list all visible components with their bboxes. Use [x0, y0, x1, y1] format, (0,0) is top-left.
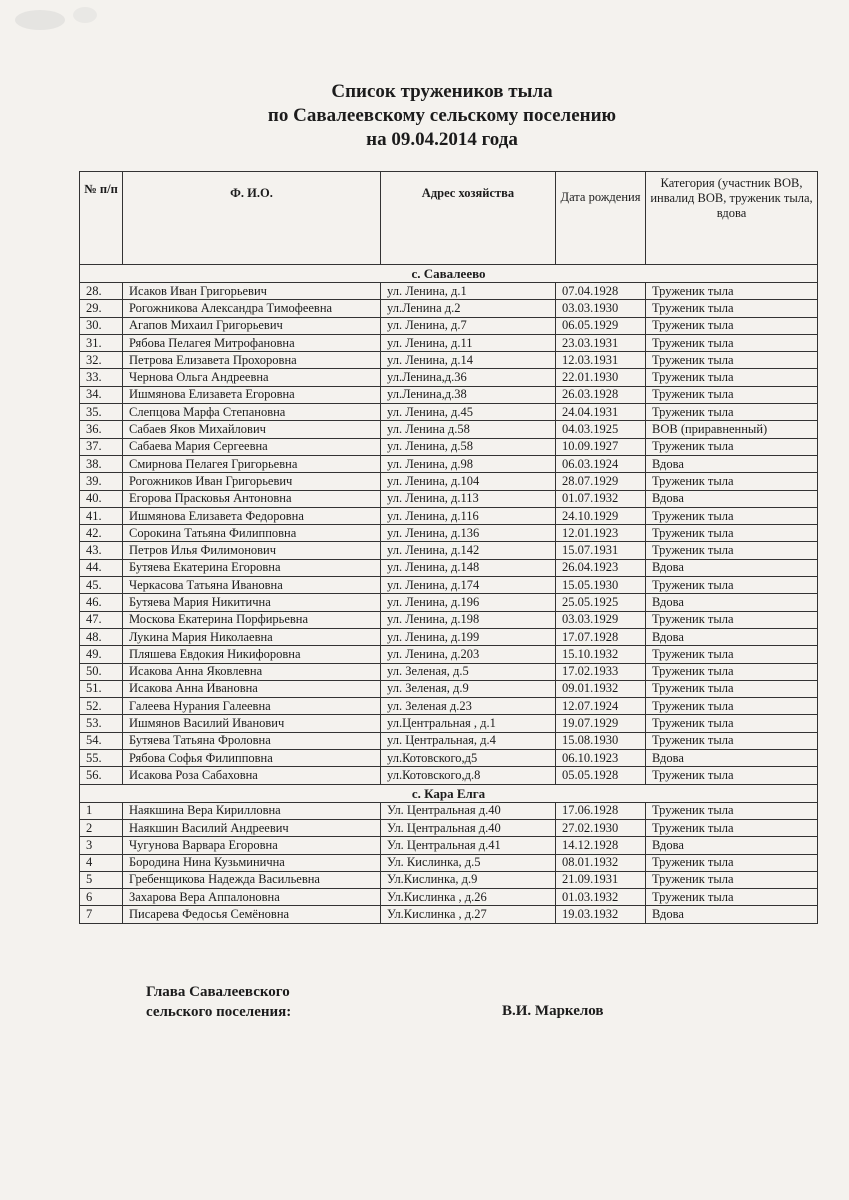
table-row — [80, 559, 818, 576]
cell-address: ул. Ленина, д.198 — [381, 611, 556, 628]
cell-address: Ул. Центральная д.41 — [381, 837, 556, 854]
cell-number: 54. — [80, 732, 123, 749]
cell-address: Ул.Кислинка , д.26 — [381, 889, 556, 906]
cell-category: Вдова — [646, 628, 818, 645]
cell-birth-date: 05.05.1928 — [556, 767, 646, 784]
cell-category: Труженик тыла — [646, 732, 818, 749]
cell-address: ул. Ленина, д.11 — [381, 334, 556, 351]
cell-number: 51. — [80, 680, 123, 697]
cell-full-name: Исакова Роза Сабаховна — [123, 767, 381, 784]
cell-number: 42. — [80, 525, 123, 542]
cell-full-name: Бутяева Татьяна Фроловна — [123, 732, 381, 749]
cell-number: 43. — [80, 542, 123, 559]
cell-birth-date: 19.07.1929 — [556, 715, 646, 732]
table-row — [80, 611, 818, 628]
cell-full-name: Бутяева Екатерина Егоровна — [123, 559, 381, 576]
cell-category: Вдова — [646, 559, 818, 576]
cell-category: ВОВ (приравненный) — [646, 421, 818, 438]
cell-birth-date: 21.09.1931 — [556, 871, 646, 888]
cell-birth-date: 23.03.1931 — [556, 334, 646, 351]
table-row — [80, 802, 818, 819]
cell-address: ул. Ленина, д.58 — [381, 438, 556, 455]
cell-full-name: Пляшева Евдокия Никифоровна — [123, 646, 381, 663]
cell-full-name: Агапов Михаил Григорьевич — [123, 317, 381, 334]
cell-address: ул. Ленина, д.148 — [381, 559, 556, 576]
cell-birth-date: 17.07.1928 — [556, 628, 646, 645]
cell-category: Труженик тыла — [646, 369, 818, 386]
cell-number: 1 — [80, 802, 123, 819]
cell-number: 53. — [80, 715, 123, 732]
cell-full-name: Сорокина Татьяна Филипповна — [123, 525, 381, 542]
cell-address: ул. Ленина, д.142 — [381, 542, 556, 559]
paper-stain-decoration — [10, 0, 130, 40]
cell-category: Труженик тыла — [646, 854, 818, 871]
table-row — [80, 732, 818, 749]
cell-birth-date: 06.03.1924 — [556, 455, 646, 472]
cell-category: Вдова — [646, 490, 818, 507]
cell-category: Труженик тыла — [646, 802, 818, 819]
cell-full-name: Рябова Пелагея Митрофановна — [123, 334, 381, 351]
cell-birth-date: 04.03.1925 — [556, 421, 646, 438]
cell-address: ул. Ленина, д.98 — [381, 455, 556, 472]
cell-address: Ул. Центральная д.40 — [381, 819, 556, 836]
table-row — [80, 542, 818, 559]
cell-address: ул. Ленина, д.199 — [381, 628, 556, 645]
cell-full-name: Ишмянова Елизавета Федоровна — [123, 507, 381, 524]
cell-category: Труженик тыла — [646, 283, 818, 300]
cell-birth-date: 12.01.1923 — [556, 525, 646, 542]
cell-address: ул.Котовского,д5 — [381, 750, 556, 767]
cell-birth-date: 12.03.1931 — [556, 352, 646, 369]
cell-address: ул. Ленина, д.203 — [381, 646, 556, 663]
cell-birth-date: 08.01.1932 — [556, 854, 646, 871]
cell-full-name: Ишмянова Елизавета Егоровна — [123, 386, 381, 403]
cell-number: 47. — [80, 611, 123, 628]
cell-category: Труженик тыла — [646, 680, 818, 697]
cell-address: ул. Ленина, д.113 — [381, 490, 556, 507]
cell-full-name: Сабаева Мария Сергеевна — [123, 438, 381, 455]
cell-category: Вдова — [646, 594, 818, 611]
cell-full-name: Наякшин Василий Андреевич — [123, 819, 381, 836]
cell-number: 33. — [80, 369, 123, 386]
cell-category: Труженик тыла — [646, 819, 818, 836]
cell-number: 49. — [80, 646, 123, 663]
cell-full-name: Рябова Софья Филипповна — [123, 750, 381, 767]
cell-birth-date: 22.01.1930 — [556, 369, 646, 386]
cell-category: Труженик тыла — [646, 404, 818, 421]
cell-full-name: Егорова Прасковья Антоновна — [123, 490, 381, 507]
cell-category: Труженик тыла — [646, 889, 818, 906]
table-row — [80, 750, 818, 767]
cell-address: ул. Зеленая д.23 — [381, 698, 556, 715]
cell-number: 34. — [80, 386, 123, 403]
table-row — [80, 594, 818, 611]
cell-full-name: Лукина Мария Николаевна — [123, 628, 381, 645]
cell-birth-date: 28.07.1929 — [556, 473, 646, 490]
cell-address: ул. Ленина, д.104 — [381, 473, 556, 490]
signatory-name: В.И. Маркелов — [502, 1003, 604, 1019]
cell-number: 5 — [80, 871, 123, 888]
cell-birth-date: 24.10.1929 — [556, 507, 646, 524]
cell-number: 37. — [80, 438, 123, 455]
cell-full-name: Петров Илья Филимонович — [123, 542, 381, 559]
cell-birth-date: 01.03.1932 — [556, 889, 646, 906]
cell-birth-date: 10.09.1927 — [556, 438, 646, 455]
page-title — [0, 80, 849, 152]
table-row — [80, 837, 818, 854]
cell-category: Вдова — [646, 750, 818, 767]
workers-table — [79, 171, 818, 924]
cell-category: Труженик тыла — [646, 871, 818, 888]
header-fio: Ф. И.О. — [123, 172, 381, 265]
cell-birth-date: 03.03.1929 — [556, 611, 646, 628]
cell-address: ул. Зеленая, д.9 — [381, 680, 556, 697]
cell-number: 56. — [80, 767, 123, 784]
table-row — [80, 906, 818, 923]
table-row — [80, 680, 818, 697]
cell-number: 4 — [80, 854, 123, 871]
cell-full-name: Рогожникова Александра Тимофеевна — [123, 300, 381, 317]
cell-category: Вдова — [646, 455, 818, 472]
cell-birth-date: 09.01.1932 — [556, 680, 646, 697]
signature-title-line-2: сельского поселения: — [146, 1004, 292, 1020]
table-row — [80, 628, 818, 645]
cell-full-name: Москова Екатерина Порфирьевна — [123, 611, 381, 628]
table-header-row — [80, 172, 818, 265]
cell-birth-date: 01.07.1932 — [556, 490, 646, 507]
cell-birth-date: 26.03.1928 — [556, 386, 646, 403]
cell-address: ул. Центральная, д.4 — [381, 732, 556, 749]
cell-category: Труженик тыла — [646, 300, 818, 317]
cell-birth-date: 07.04.1928 — [556, 283, 646, 300]
cell-number: 50. — [80, 663, 123, 680]
cell-number: 38. — [80, 455, 123, 472]
cell-number: 41. — [80, 507, 123, 524]
cell-number: 29. — [80, 300, 123, 317]
cell-number: 31. — [80, 334, 123, 351]
table-row — [80, 369, 818, 386]
cell-birth-date: 15.07.1931 — [556, 542, 646, 559]
table-body — [80, 265, 818, 924]
cell-full-name: Захарова Вера Аппалоновна — [123, 889, 381, 906]
cell-address: ул.Ленина,д.36 — [381, 369, 556, 386]
signature-block — [146, 982, 291, 1022]
cell-full-name: Галеева Нурания Галеевна — [123, 698, 381, 715]
cell-number: 46. — [80, 594, 123, 611]
cell-category: Труженик тыла — [646, 663, 818, 680]
cell-birth-date: 27.02.1930 — [556, 819, 646, 836]
cell-address: Ул. Центральная д.40 — [381, 802, 556, 819]
cell-number: 35. — [80, 404, 123, 421]
cell-category: Труженик тыла — [646, 698, 818, 715]
cell-number: 30. — [80, 317, 123, 334]
cell-full-name: Бутяева Мария Никитична — [123, 594, 381, 611]
cell-full-name: Гребенщикова Надежда Васильевна — [123, 871, 381, 888]
cell-category: Труженик тыла — [646, 317, 818, 334]
cell-category: Труженик тыла — [646, 507, 818, 524]
cell-address: ул. Ленина д.58 — [381, 421, 556, 438]
table-row — [80, 421, 818, 438]
cell-address: ул.Ленина д.2 — [381, 300, 556, 317]
cell-category: Труженик тыла — [646, 767, 818, 784]
cell-address: Ул. Кислинка, д.5 — [381, 854, 556, 871]
cell-birth-date: 14.12.1928 — [556, 837, 646, 854]
cell-full-name: Бородина Нина Кузьминична — [123, 854, 381, 871]
table-row — [80, 352, 818, 369]
section-title: с. Савалеево — [80, 265, 818, 283]
table-row — [80, 473, 818, 490]
table-row — [80, 283, 818, 300]
section-row — [80, 784, 818, 802]
table-row — [80, 490, 818, 507]
cell-number: 39. — [80, 473, 123, 490]
cell-full-name: Смирнова Пелагея Григорьевна — [123, 455, 381, 472]
cell-birth-date: 24.04.1931 — [556, 404, 646, 421]
section-title: с. Кара Елга — [80, 784, 818, 802]
cell-category: Труженик тыла — [646, 438, 818, 455]
cell-address: ул. Ленина, д.7 — [381, 317, 556, 334]
cell-number: 3 — [80, 837, 123, 854]
table-row — [80, 715, 818, 732]
table-row — [80, 438, 818, 455]
table-row — [80, 767, 818, 784]
table-row — [80, 404, 818, 421]
cell-address: ул.Центральная , д.1 — [381, 715, 556, 732]
cell-birth-date: 03.03.1930 — [556, 300, 646, 317]
cell-category: Вдова — [646, 837, 818, 854]
cell-category: Труженик тыла — [646, 577, 818, 594]
cell-category: Труженик тыла — [646, 386, 818, 403]
cell-category: Труженик тыла — [646, 646, 818, 663]
table-row — [80, 854, 818, 871]
header-birth-date: Дата рождения — [556, 172, 646, 265]
cell-full-name: Исакова Анна Яковлевна — [123, 663, 381, 680]
cell-category: Труженик тыла — [646, 525, 818, 542]
cell-category: Труженик тыла — [646, 352, 818, 369]
cell-address: ул. Ленина, д.45 — [381, 404, 556, 421]
cell-category: Труженик тыла — [646, 473, 818, 490]
cell-number: 55. — [80, 750, 123, 767]
cell-full-name: Слепцова Марфа Степановна — [123, 404, 381, 421]
cell-full-name: Петрова Елизавета Прохоровна — [123, 352, 381, 369]
cell-full-name: Исакова Анна Ивановна — [123, 680, 381, 697]
cell-birth-date: 19.03.1932 — [556, 906, 646, 923]
header-category: Категория (участник ВОВ, инвалид ВОВ, труженик тыла, вдова — [646, 172, 818, 265]
cell-number: 44. — [80, 559, 123, 576]
cell-birth-date: 15.08.1930 — [556, 732, 646, 749]
cell-address: Ул.Кислинка , д.27 — [381, 906, 556, 923]
table-row — [80, 889, 818, 906]
cell-birth-date: 25.05.1925 — [556, 594, 646, 611]
cell-category: Труженик тыла — [646, 334, 818, 351]
table-row — [80, 646, 818, 663]
table-row — [80, 525, 818, 542]
cell-address: ул. Ленина, д.14 — [381, 352, 556, 369]
cell-birth-date: 15.05.1930 — [556, 577, 646, 594]
table-row — [80, 577, 818, 594]
header-address: Адрес хозяйства — [381, 172, 556, 265]
cell-address: ул. Ленина, д.116 — [381, 507, 556, 524]
cell-category: Труженик тыла — [646, 611, 818, 628]
table-row — [80, 698, 818, 715]
cell-birth-date: 17.06.1928 — [556, 802, 646, 819]
cell-full-name: Наякшина Вера Кирилловна — [123, 802, 381, 819]
cell-full-name: Сабаев Яков Михайлович — [123, 421, 381, 438]
cell-full-name: Ишмянов Василий Иванович — [123, 715, 381, 732]
cell-number: 36. — [80, 421, 123, 438]
cell-address: Ул.Кислинка, д.9 — [381, 871, 556, 888]
cell-number: 7 — [80, 906, 123, 923]
cell-category: Труженик тыла — [646, 715, 818, 732]
cell-number: 48. — [80, 628, 123, 645]
cell-birth-date: 15.10.1932 — [556, 646, 646, 663]
cell-number: 2 — [80, 819, 123, 836]
cell-number: 40. — [80, 490, 123, 507]
cell-birth-date: 17.02.1933 — [556, 663, 646, 680]
signature-title-line-1: Глава Савалеевского — [146, 984, 290, 1000]
cell-category: Труженик тыла — [646, 542, 818, 559]
table-row — [80, 334, 818, 351]
cell-category: Вдова — [646, 906, 818, 923]
title-line-3: на 09.04.2014 года — [366, 129, 518, 150]
cell-address: ул. Зеленая, д.5 — [381, 663, 556, 680]
table-row — [80, 300, 818, 317]
cell-birth-date: 06.10.1923 — [556, 750, 646, 767]
cell-number: 6 — [80, 889, 123, 906]
cell-birth-date: 26.04.1923 — [556, 559, 646, 576]
cell-address: ул. Ленина, д.136 — [381, 525, 556, 542]
cell-full-name: Чернова Ольга Андреевна — [123, 369, 381, 386]
header-num: № п/п — [80, 172, 123, 265]
cell-address: ул. Ленина, д.1 — [381, 283, 556, 300]
cell-number: 32. — [80, 352, 123, 369]
cell-full-name: Исаков Иван Григорьевич — [123, 283, 381, 300]
cell-birth-date: 12.07.1924 — [556, 698, 646, 715]
table-row — [80, 871, 818, 888]
table-row — [80, 386, 818, 403]
cell-number: 28. — [80, 283, 123, 300]
table-row — [80, 663, 818, 680]
cell-address: ул. Ленина, д.174 — [381, 577, 556, 594]
cell-number: 52. — [80, 698, 123, 715]
cell-full-name: Чугунова Варвара Егоровна — [123, 837, 381, 854]
cell-full-name: Рогожников Иван Григорьевич — [123, 473, 381, 490]
table-row — [80, 455, 818, 472]
cell-full-name: Черкасова Татьяна Ивановна — [123, 577, 381, 594]
cell-full-name: Писарева Федосья Семёновна — [123, 906, 381, 923]
section-row — [80, 265, 818, 283]
title-line-1: Список тружеников тыла — [331, 81, 553, 102]
cell-birth-date: 06.05.1929 — [556, 317, 646, 334]
title-line-2: по Савалеевскому сельскому поселению — [267, 105, 617, 126]
table-row — [80, 507, 818, 524]
cell-address: ул. Ленина, д.196 — [381, 594, 556, 611]
cell-address: ул.Ленина,д.38 — [381, 386, 556, 403]
table-row — [80, 819, 818, 836]
table-row — [80, 317, 818, 334]
cell-address: ул.Котовского,д.8 — [381, 767, 556, 784]
cell-number: 45. — [80, 577, 123, 594]
